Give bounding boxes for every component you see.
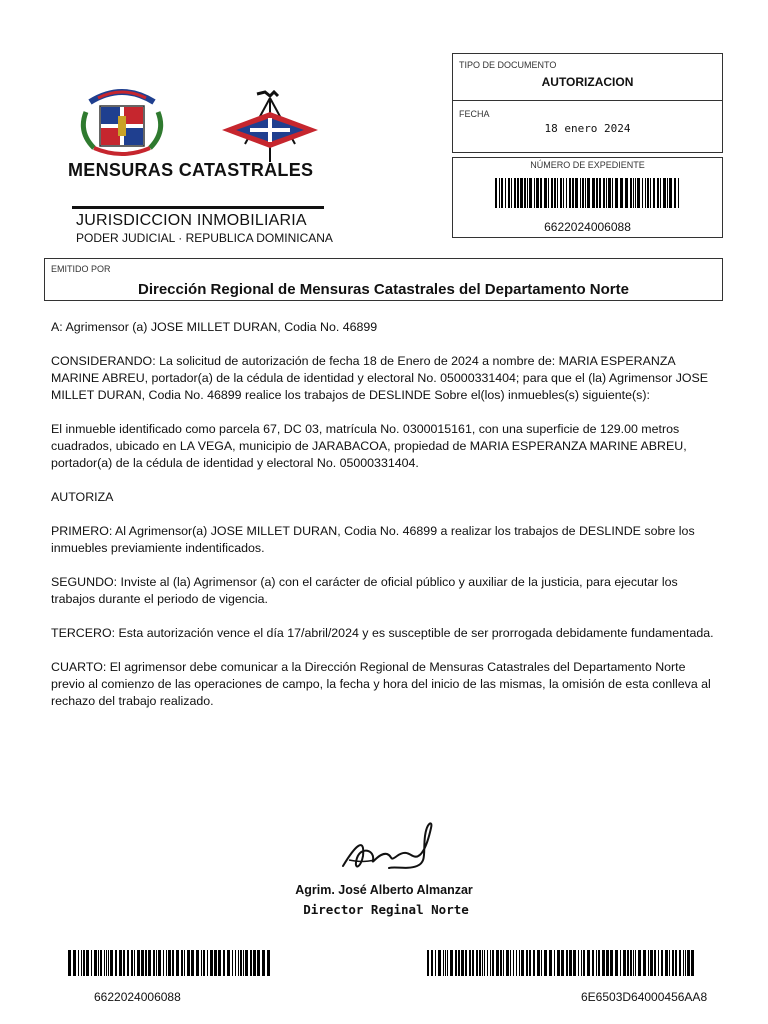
- tipo-value: AUTORIZACION: [541, 75, 634, 89]
- header-divider: [72, 206, 324, 209]
- emitido-box: [44, 258, 723, 301]
- coat-of-arms-icon: [83, 92, 160, 154]
- footer-barcode-left: [68, 950, 270, 976]
- expediente-number: 6622024006088: [544, 220, 631, 234]
- signer-name: Agrim. José Alberto Almanzar: [295, 883, 473, 897]
- fecha-label: FECHA: [459, 109, 490, 119]
- emitido-value: Dirección Regional de Mensuras Catastrales del Departamento Norte: [138, 281, 629, 298]
- autoriza-heading: AUTORIZA: [51, 490, 114, 504]
- document-body: [51, 319, 721, 727]
- tipo-label: TIPO DE DOCUMENTO: [459, 60, 557, 70]
- signer-title: Director Reginal Norte: [303, 902, 469, 917]
- inmueble-paragraph: El inmueble identificado como parcela 67, DC 03, matrícula No. 0300015161, con una superficie de 129.00 metros cuadrados, ubicado en LA VEGA, municipio de JARABACOA, propiedad de MARIA ESPERANZA MARINE ABREU, portador(a) de la cédula de identidad y electoral No. 05000331404.: [51, 422, 687, 470]
- cuarto-paragraph: CUARTO: El agrimensor debe comunicar a la Dirección Regional de Mensuras Catastrales del Departamento Norte previo al comienzo de las operaciones de campo, la fecha y hora del inicio de las mismas, la omisión de esta conlleva al rechazo del trabajo realizado.: [51, 660, 711, 708]
- tercero-paragraph: TERCERO: Esta autorización vence el día 17/abril/2024 y es susceptible de ser prorrogada debidamente fundamentada.: [51, 626, 714, 640]
- document-type-box: [452, 53, 723, 153]
- footer-code-right: 6E6503D64000456AA8: [581, 990, 708, 1004]
- jurisdiccion-title: JURISDICCION INMOBILIARIA: [76, 212, 307, 229]
- primero-paragraph: PRIMERO: Al Agrimensor(a) JOSE MILLET DURAN, Codia No. 46899 a realizar los trabajos de DESLINDE sobre los inmuebles previamiente indentificados.: [51, 524, 695, 555]
- poder-subtitle: PODER JUDICIAL · REPUBLICA DOMINICANA: [76, 231, 333, 245]
- expediente-box: [452, 157, 723, 238]
- addressee-paragraph: A: Agrimensor (a) JOSE MILLET DURAN, Codia No. 46899: [51, 320, 378, 334]
- survey-emblem-icon: [222, 92, 318, 162]
- footer-code-left: 6622024006088: [94, 990, 181, 1004]
- org-title: MENSURAS CATASTRALES: [68, 160, 314, 180]
- expediente-barcode: [495, 178, 681, 208]
- considerando-paragraph: CONSIDERANDO: La solicitud de autorización de fecha 18 de Enero de 2024 a nombre de: MARIA ESPERANZA MARINE ABREU, portador(a) de la cédula de identidad y electoral No. 05000331404; para que el (la) Agrimensor JOSE MILLET DURAN, Codia No. 46899 realice los trabajos de DESLINDE Sobre el(los) inmuebles(s) siguiente(s):: [51, 354, 709, 402]
- segundo-paragraph: SEGUNDO: Inviste al (la) Agrimensor (a) con el carácter de oficial público y auxiliar de la justicia, para ejecutar los trabajos durante el periodo de vigencia.: [51, 575, 678, 606]
- handwritten-signature: [335, 816, 445, 878]
- box-divider: [453, 100, 722, 101]
- emitido-label: EMITIDO POR: [51, 264, 111, 274]
- fecha-value: 18 enero 2024: [544, 122, 631, 135]
- expediente-label: NÚMERO DE EXPEDIENTE: [530, 160, 645, 170]
- footer-barcode-right: [427, 950, 697, 976]
